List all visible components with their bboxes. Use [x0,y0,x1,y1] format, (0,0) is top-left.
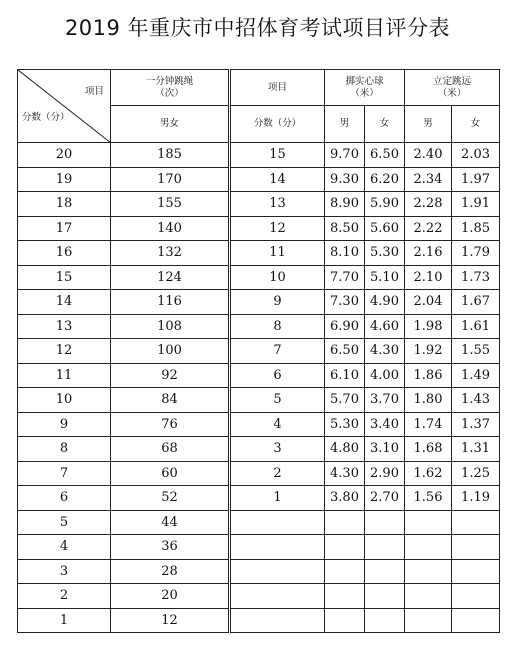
jump-female-cell: 2.03 [452,143,500,168]
rope-count-cell: 44 [111,510,230,535]
score-cell: 14 [18,290,111,315]
jump-unit: （米） [437,87,467,99]
ball-female-cell: 4.90 [365,290,405,315]
jump-female-cell: 1.61 [452,314,500,339]
jump-male-cell: 1.98 [405,314,452,339]
score-cell-2: 4 [230,412,325,437]
jump-female-cell: 1.73 [452,265,500,290]
ball-female-cell: 2.90 [365,461,405,486]
table-row [18,437,500,462]
jump-female-cell [452,584,500,609]
jump-female-cell: 1.49 [452,363,500,388]
jump-female-cell: 1.91 [452,192,500,217]
rope-count-cell: 185 [111,143,230,168]
table-row [18,608,500,633]
ball-female-cell: 5.60 [365,216,405,241]
jump-male-cell: 2.34 [405,167,452,192]
score-cell-2: 9 [230,290,325,315]
diagonal-line [18,70,111,143]
ball-female-cell: 6.20 [365,167,405,192]
ball-female-cell: 4.00 [365,363,405,388]
score-cell: 12 [18,339,111,364]
table-row [18,192,500,217]
rope-count-cell: 20 [111,584,230,609]
ball-female-cell: 2.70 [365,486,405,511]
ball-female-cell [365,584,405,609]
score-cell: 20 [18,143,111,168]
score-cell: 19 [18,167,111,192]
ball-male-cell: 7.70 [325,265,365,290]
jump-female-header: 女 [452,106,500,143]
ball-male-cell [325,510,365,535]
score-cell-2: 14 [230,167,325,192]
jump-female-cell: 1.97 [452,167,500,192]
ball-male-cell: 5.30 [325,412,365,437]
score-cell-2 [230,559,325,584]
ball-male-cell: 4.30 [325,461,365,486]
ball-female-cell: 5.10 [365,265,405,290]
score-cell: 2 [18,584,111,609]
score-cell-2: 10 [230,265,325,290]
table-row [18,339,500,364]
rope-count-cell: 76 [111,412,230,437]
score-cell: 3 [18,559,111,584]
score-cell-2: 11 [230,241,325,266]
ball-male-cell: 7.30 [325,290,365,315]
table-row [18,167,500,192]
ball-male-cell [325,535,365,560]
score-cell: 11 [18,363,111,388]
rope-count-cell: 84 [111,388,230,413]
jump-female-cell: 1.85 [452,216,500,241]
rope-header [111,70,230,106]
table-row [18,388,500,413]
score-cell-2: 5 [230,388,325,413]
ball-female-cell [365,608,405,633]
jump-female-cell: 1.79 [452,241,500,266]
score-cell: 4 [18,535,111,560]
score-cell: 16 [18,241,111,266]
score-cell: 9 [18,412,111,437]
jump-female-cell: 1.31 [452,437,500,462]
ball-male-cell [325,559,365,584]
score-cell-2: 8 [230,314,325,339]
item-header: 项目 [230,70,325,106]
score-cell-2: 13 [230,192,325,217]
score-cell-2: 12 [230,216,325,241]
ball-male-cell: 3.80 [325,486,365,511]
rope-count-cell: 116 [111,290,230,315]
ball-male-cell: 9.70 [325,143,365,168]
ball-female-cell: 3.10 [365,437,405,462]
jump-male-header: 男 [405,106,452,143]
jump-male-cell: 2.16 [405,241,452,266]
score-cell-2: 3 [230,437,325,462]
jump-male-cell: 1.62 [405,461,452,486]
jump-male-cell [405,608,452,633]
table-row [18,290,500,315]
ball-title: 掷实心球 [345,75,384,87]
corner-header-cell [18,70,111,143]
ball-female-cell: 3.40 [365,412,405,437]
rope-count-cell: 92 [111,363,230,388]
page-title: 2019 年重庆市中招体育考试项目评分表 [64,16,451,40]
ball-male-cell: 8.90 [325,192,365,217]
rope-count-cell: 52 [111,486,230,511]
score-cell-2: 7 [230,339,325,364]
score-cell: 5 [18,510,111,535]
jump-male-cell [405,584,452,609]
ball-male-cell: 9.30 [325,167,365,192]
score-cell: 1 [18,608,111,633]
rope-count-cell: 170 [111,167,230,192]
ball-male-cell [325,584,365,609]
jump-male-cell: 1.68 [405,437,452,462]
jump-female-cell: 1.43 [452,388,500,413]
table-header [18,70,500,143]
ball-female-cell: 3.70 [365,388,405,413]
jump-male-cell: 2.10 [405,265,452,290]
ball-female-cell: 5.30 [365,241,405,266]
table-row [18,461,500,486]
ball-male-cell [325,608,365,633]
table-row [18,412,500,437]
score-table [17,69,500,633]
jump-male-cell: 2.28 [405,192,452,217]
score-cell: 13 [18,314,111,339]
table-row [18,363,500,388]
jump-female-cell: 1.67 [452,290,500,315]
ball-male-cell: 4.80 [325,437,365,462]
rope-title: 一分钟跳绳 [145,75,194,87]
ball-male-cell: 6.90 [325,314,365,339]
score-cell-2: 6 [230,363,325,388]
table-row [18,265,500,290]
jump-male-cell [405,535,452,560]
score-cell: 7 [18,461,111,486]
rope-count-cell: 28 [111,559,230,584]
table-body [18,143,500,633]
score-cell-2 [230,584,325,609]
rope-gender-header: 男女 [111,106,230,143]
rope-count-cell: 36 [111,535,230,560]
rope-count-cell: 60 [111,461,230,486]
score-cell-2 [230,535,325,560]
score-cell-2: 15 [230,143,325,168]
jump-female-cell [452,559,500,584]
corner-score-label: 分数（分） [22,111,70,123]
score-cell: 8 [18,437,111,462]
score-cell: 15 [18,265,111,290]
rope-count-cell: 124 [111,265,230,290]
jump-female-cell [452,608,500,633]
score-cell: 17 [18,216,111,241]
ball-male-cell: 5.70 [325,388,365,413]
table-row [18,314,500,339]
score-cell-2: 2 [230,461,325,486]
table-row [18,143,500,168]
score-cell-2 [230,510,325,535]
jump-male-cell: 2.40 [405,143,452,168]
ball-female-cell: 5.90 [365,192,405,217]
ball-female-cell [365,510,405,535]
rope-count-cell: 12 [111,608,230,633]
jump-female-cell: 1.25 [452,461,500,486]
jump-female-cell [452,535,500,560]
ball-female-header: 女 [365,106,405,143]
table-row [18,216,500,241]
score-cell: 10 [18,388,111,413]
rope-count-cell: 100 [111,339,230,364]
ball-male-cell: 6.50 [325,339,365,364]
jump-male-cell [405,559,452,584]
ball-female-cell: 6.50 [365,143,405,168]
score-cell: 18 [18,192,111,217]
table-row [18,535,500,560]
score-header: 分数（分） [230,106,325,143]
corner-item-label: 项目 [84,86,104,97]
rope-count-cell: 132 [111,241,230,266]
jump-male-cell: 1.92 [405,339,452,364]
rope-unit: （次） [155,87,184,99]
jump-title: 立定跳远 [433,75,472,87]
rope-count-cell: 140 [111,216,230,241]
ball-male-cell: 8.10 [325,241,365,266]
rope-count-cell: 108 [111,314,230,339]
ball-male-cell: 6.10 [325,363,365,388]
table-row [18,241,500,266]
jump-header [405,70,500,106]
ball-female-cell: 4.60 [365,314,405,339]
jump-male-cell: 1.80 [405,388,452,413]
table-row [18,559,500,584]
ball-unit: （米） [350,87,379,99]
jump-female-cell: 1.37 [452,412,500,437]
ball-female-cell: 4.30 [365,339,405,364]
rope-count-cell: 68 [111,437,230,462]
ball-male-cell: 8.50 [325,216,365,241]
score-cell: 6 [18,486,111,511]
ball-female-cell [365,559,405,584]
jump-female-cell: 1.55 [452,339,500,364]
jump-male-cell: 2.22 [405,216,452,241]
jump-male-cell [405,510,452,535]
jump-male-cell: 2.04 [405,290,452,315]
score-cell-2: 1 [230,486,325,511]
jump-male-cell: 1.56 [405,486,452,511]
ball-female-cell [365,535,405,560]
score-cell-2 [230,608,325,633]
jump-male-cell: 1.74 [405,412,452,437]
rope-count-cell: 155 [111,192,230,217]
table-row [18,486,500,511]
ball-header [325,70,405,106]
jump-male-cell: 1.86 [405,363,452,388]
table-row [18,584,500,609]
jump-female-cell: 1.19 [452,486,500,511]
table-row [18,510,500,535]
jump-female-cell [452,510,500,535]
ball-male-header: 男 [325,106,365,143]
